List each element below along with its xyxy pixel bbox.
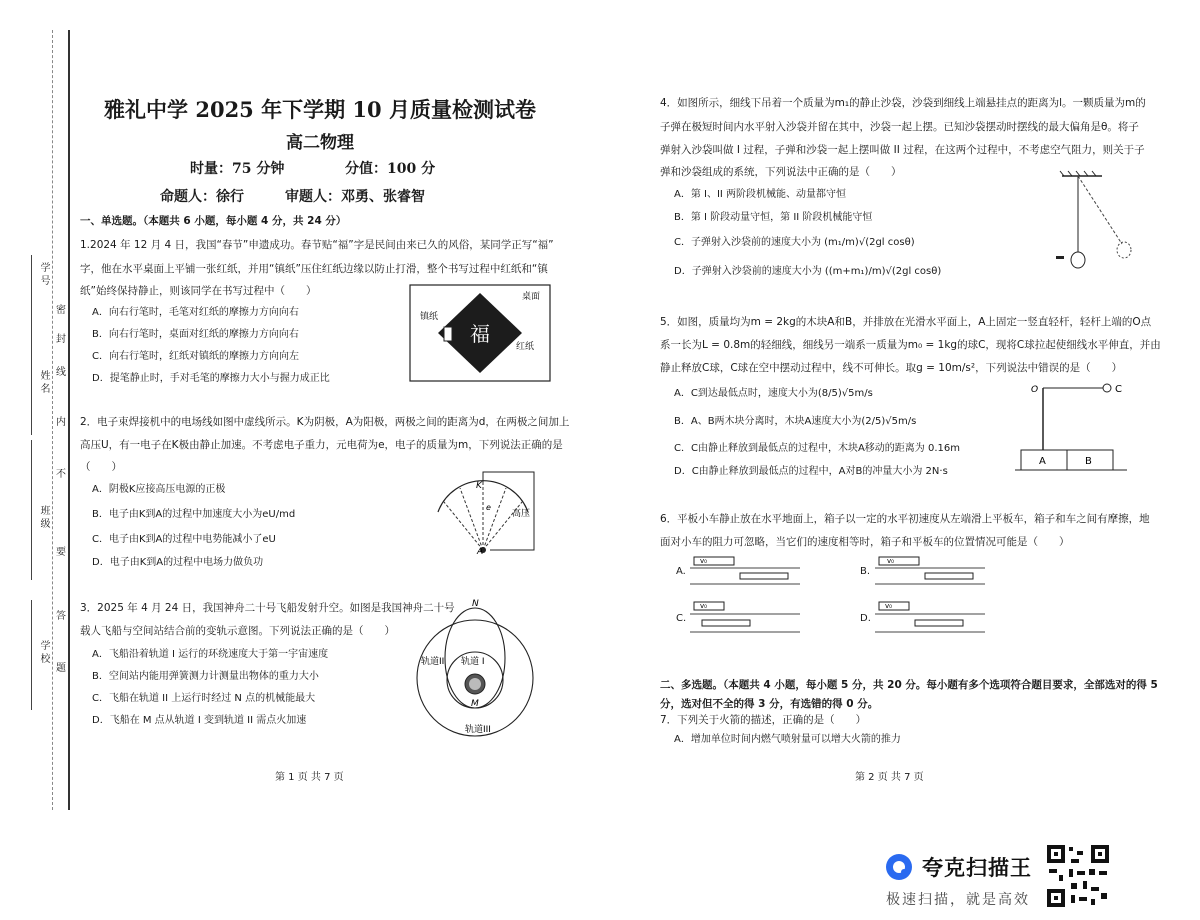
b-label: B [1085, 456, 1092, 467]
sandbag [1071, 252, 1085, 268]
page1-footer: 第 1 页 共 7 页 [275, 772, 344, 783]
q5-figure [1015, 378, 1140, 474]
exam-setter: 命题人：徐行 [160, 189, 244, 205]
a-label: A [1039, 456, 1046, 467]
exam-score: 分值：100 分 [345, 161, 436, 177]
q7-option-a: A．增加单位时间内燃气喷射量可以增大火箭的推力 [674, 734, 901, 745]
name-label: 姓 名 [38, 370, 49, 394]
weight-label: 镇纸 [420, 312, 439, 322]
q6-choice-b: B. [860, 566, 871, 577]
paper-label: 红纸 [516, 342, 535, 352]
q1-line: 1.2024 年 12 月 4 日，我国“春节”申遗成功。春节贴“福”字是民间由来已久的风俗，某同学正写“福” [80, 239, 554, 251]
school-fill-line [31, 600, 32, 710]
q3-option-a: A．飞船沿着轨道 I 运行的环绕速度大于第一宇宙速度 [92, 649, 329, 660]
school-label: 学 校 [38, 640, 49, 664]
exam-time: 时量：75 分钟 [190, 161, 285, 177]
field-line [444, 502, 483, 550]
q4-option-b: B．第 I 阶段动量守恒，第 II 阶段机械能守恒 [674, 212, 873, 223]
q4-figure [1050, 170, 1140, 275]
earth-highlight [469, 678, 481, 690]
c-label: C [1115, 384, 1122, 395]
q5-option-d: D．C由静止释放到最低点的过程中，A对B的冲量大小为 2N·s [674, 466, 948, 477]
binding-dashed-line [52, 30, 54, 810]
quark-logo-icon [884, 852, 914, 882]
id-fill-line [31, 255, 32, 345]
q6-figure-a [690, 553, 800, 587]
q3-figure [415, 600, 540, 735]
seal-char: 要 [56, 547, 66, 558]
seal-char: 不 [56, 469, 66, 480]
page2-footer: 第 2 页 共 7 页 [855, 772, 924, 783]
q6-figure-d [875, 598, 985, 636]
q6-figure-c [690, 598, 800, 636]
q2-option-b: B．电子由K到A的过程中加速度大小为eU/md [92, 509, 296, 520]
q6-choice-a: A. [676, 566, 686, 577]
v0-label: v₀ [700, 557, 707, 565]
id-label: 学 号 [38, 262, 49, 286]
q3-option-b: B．空间站内能用弹簧测力计测量出物体的重力大小 [92, 671, 319, 682]
q2-option-a: A．阴极K应接高压电源的正极 [92, 484, 226, 495]
name-fill-line [31, 345, 32, 435]
q1-line: 纸”始终保持静止，则该同学在书写过程中（ ） [80, 285, 317, 297]
q1-line: 字，他在水平桌面上平铺一张红纸，并用“镇纸”压住红纸边缘以防止打滑，整个书写过程中红纸和“镇 [80, 263, 548, 275]
seal-char: 封 [56, 334, 66, 345]
seal-char: 答 [56, 611, 66, 622]
q1-option-d: D．提笔静止时，手对毛笔的摩擦力大小与握力成正比 [92, 373, 330, 384]
q5-option-a: A．C到达最低点时，速度大小为(8/5)√5m/s [674, 388, 873, 399]
desk-label: 桌面 [522, 292, 541, 302]
q7-line: 7．下列关于火箭的描述，正确的是（ ） [660, 714, 867, 726]
brand-slogan: 极速扫描，就是高效 [886, 892, 1030, 908]
paperweight [444, 327, 452, 341]
cart [925, 573, 973, 579]
q2-line: 2．电子束焊接机中的电场线如图中虚线所示。K为阴极，A为阳极，两极之间的距离为d，在两极之间加上 [80, 416, 570, 428]
q1-option-a: A．向右行笔时，毛笔对红纸的摩擦力方向向右 [92, 307, 299, 318]
exam-title: 雅礼中学 2025 年下学期 10 月质量检测试卷 [104, 97, 536, 122]
q4-option-c: C．子弹射入沙袋前的速度大小为 (m₁/m)√(2gl cosθ) [674, 237, 915, 248]
section2-heading: 二、多选题。（本题共 4 小题，每小题 5 分，共 20 分。每小题有多个选项符合题目要求，全部选对的得 5 [660, 679, 1158, 691]
class-label: 班 级 [38, 505, 49, 529]
q1-figure [410, 285, 550, 381]
q2-option-c: C．电子由K到A的过程中电势能减小了eU [92, 534, 276, 545]
orbit1-label: 轨道 I [461, 657, 485, 667]
q1-option-c: C．向右行笔时，红纸对镇纸的摩擦力方向向左 [92, 351, 299, 362]
field-line [483, 488, 506, 550]
qr-code-icon [1045, 843, 1111, 909]
q6-figure-b [875, 553, 985, 587]
v0-label: v₀ [887, 557, 894, 565]
class-fill-line [31, 440, 32, 580]
q6-line: 6．平板小车静止放在水平地面上，箱子以一定的水平初速度从左端滑上平板车，箱子和车之间有摩擦，地 [660, 513, 1150, 525]
seal-char: 内 [56, 417, 66, 428]
bullet [1056, 256, 1064, 259]
q3-line: 载人飞船与空间站结合前的变轨示意图。下列说法正确的是（ ） [80, 625, 395, 637]
q4-line: 弹射入沙袋叫做 I 过程，子弹和沙袋一起上摆叫做 II 过程，在这两个过程中，不考虑空气阻力，则关于子 [660, 144, 1145, 156]
q4-line: 4．如图所示，细线下吊着一个质量为m₁的静止沙袋，沙袋到细线上端悬挂点的距离为l。一颗质量为m的 [660, 97, 1146, 109]
field-line [460, 488, 483, 550]
q5-line: 静止释放C球，C球在空中摆动过程中，线不可伸长。取g = 10m/s²，下列说法中错误的是（ ） [660, 362, 1123, 374]
section2-heading-2: 分，选对但不全的得 3 分，有选错的得 0 分。 [660, 698, 879, 710]
q2-figure [430, 470, 540, 555]
brand-name: 夸克扫描王 [922, 856, 1032, 880]
seal-char: 线 [56, 367, 66, 378]
q2-line: （ ） [80, 461, 122, 473]
cart [702, 620, 750, 626]
q4-line: 子弹在极短时间内水平射入沙袋并留在其中，沙袋一起上摆。已知沙袋摆动时摆线的最大偏角是θ。将子 [660, 121, 1139, 133]
a-label: A [477, 547, 484, 557]
cart [915, 620, 963, 626]
seal-char: 密 [56, 305, 66, 316]
cart [740, 573, 788, 579]
exam-reviewer: 审题人：邓勇、张睿智 [285, 189, 425, 205]
fu-character: 福 [470, 322, 490, 346]
section1-heading: 一、单选题。（本题共 6 小题，每小题 4 分，共 24 分） [80, 215, 347, 227]
q5-option-b: B．A、B两木块分离时，木块A速度大小为(2/5)√5m/s [674, 416, 917, 427]
q6-choice-d: D. [860, 613, 871, 624]
q4-option-d: D．子弹射入沙袋前的速度大小为 ((m+m₁)/m)√(2gl cosθ) [674, 266, 942, 277]
v0-label: v₀ [885, 602, 892, 610]
q4-option-a: A．第 I、II 两阶段机械能、动量都守恒 [674, 189, 847, 200]
q5-line: 系一长为L = 0.8m的轻细线，细线另一端系一质量为m₀ = 1kg的球C，现将C球拉起使细线水平伸直，并由 [660, 339, 1161, 351]
q3-line: 3．2025 年 4 月 24 日，我国神舟二十号飞船发射升空。如图是我国神舟二十号 [80, 602, 455, 614]
o-label: O [1031, 385, 1039, 395]
seal-char: 题 [56, 663, 66, 674]
binding-solid-line [68, 30, 70, 810]
q5-option-c: C．C由静止释放到最低点的过程中，木块A移动的距离为 0.16m [674, 443, 960, 454]
q4-line: 弹和沙袋组成的系统，下列说法中正确的是（ ） [660, 166, 902, 178]
exam-subject: 高二物理 [286, 133, 354, 153]
orbit2-label: 轨道II [421, 657, 445, 667]
v0-label: v₀ [700, 602, 707, 610]
q2-line: 高压U，有一电子在K极由静止加速。不考虑电子重力，元电荷为e，电子的质量为m，下列说法正确的是 [80, 439, 563, 451]
q6-choice-c: C. [676, 613, 687, 624]
q1-option-b: B．向右行笔时，桌面对红纸的摩擦力方向向右 [92, 329, 299, 340]
string-deflected [1078, 176, 1122, 244]
q3-option-d: D．飞船在 M 点从轨道 I 变到轨道 II 需点火加速 [92, 715, 307, 726]
q6-line: 面对小车的阻力可忽略，当它们的速度相等时，箱子和平板车的位置情况可能是（ ） [660, 536, 1070, 548]
n-label: N [472, 599, 479, 609]
sandbag-swung [1117, 242, 1131, 258]
m-label: M [471, 699, 479, 709]
box [879, 602, 909, 610]
ball-c [1103, 384, 1111, 392]
hv-label: 高压 [512, 509, 531, 519]
q2-option-d: D．电子由K到A的过程中电场力做负功 [92, 557, 264, 568]
orbit3-label: 轨道III [465, 725, 491, 735]
box [879, 557, 919, 565]
e-label: e [486, 503, 491, 512]
q3-option-c: C．飞船在轨道 II 上运行时经过 N 点的机械能最大 [92, 693, 316, 704]
k-label: K [476, 481, 482, 491]
q5-line: 5．如图，质量均为m = 2kg的木块A和B，并排放在光滑水平面上，A上固定一竖直轻杆，轻杆上端的O点 [660, 316, 1152, 328]
box [694, 602, 724, 610]
